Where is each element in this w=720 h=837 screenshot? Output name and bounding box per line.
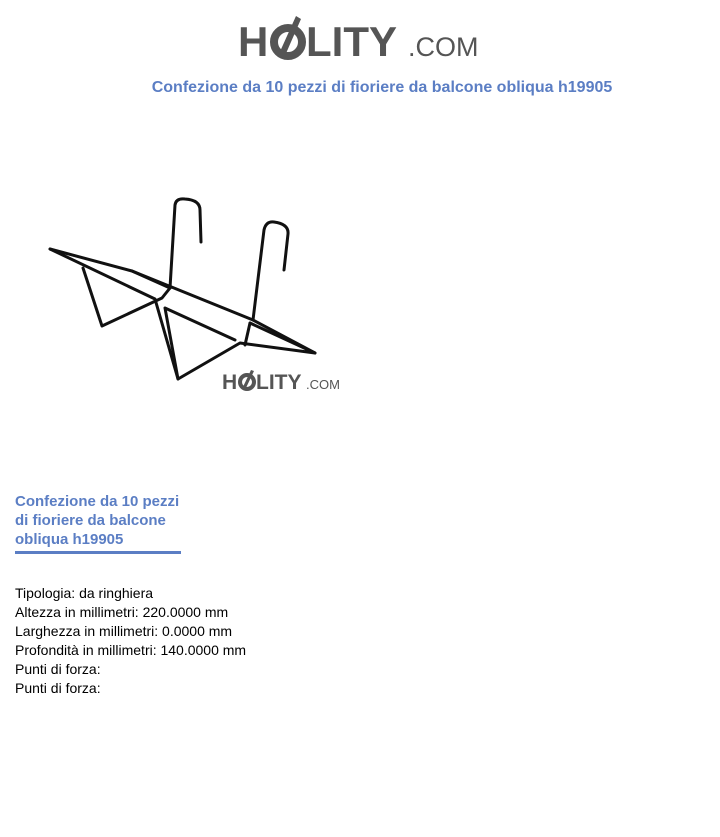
page-title: Confezione da 10 pezzi di fioriere da balcone obliqua h19905	[151, 79, 613, 96]
product-specs	[15, 584, 246, 698]
spec-depth: Profondità in millimetri: 140.0000 mm	[15, 642, 247, 658]
planter-holder-icon	[40, 190, 340, 395]
svg-text:.COM: .COM	[408, 32, 479, 62]
spec-height: Altezza in millimetri: 220.0000 mm	[15, 604, 229, 620]
svg-text:H: H	[238, 18, 269, 65]
product-heading: Confezione da 10 pezzi di fioriere da balcone obliqua h19905	[15, 492, 181, 554]
svg-text:H: H	[222, 371, 238, 394]
spec-strengths: Punti di forza:	[15, 661, 101, 677]
spec-strengths: Punti di forza:	[15, 680, 101, 696]
svg-text:LITY: LITY	[306, 18, 397, 65]
watermark-logo	[222, 370, 340, 394]
svg-text:LITY: LITY	[256, 371, 302, 394]
product-image	[40, 190, 340, 395]
site-logo[interactable]	[238, 10, 488, 66]
svg-text:.COM: .COM	[306, 377, 340, 392]
spec-type: Tipologia: da ringhiera	[15, 585, 154, 601]
spec-width: Larghezza in millimetri: 0.0000 mm	[15, 623, 233, 639]
